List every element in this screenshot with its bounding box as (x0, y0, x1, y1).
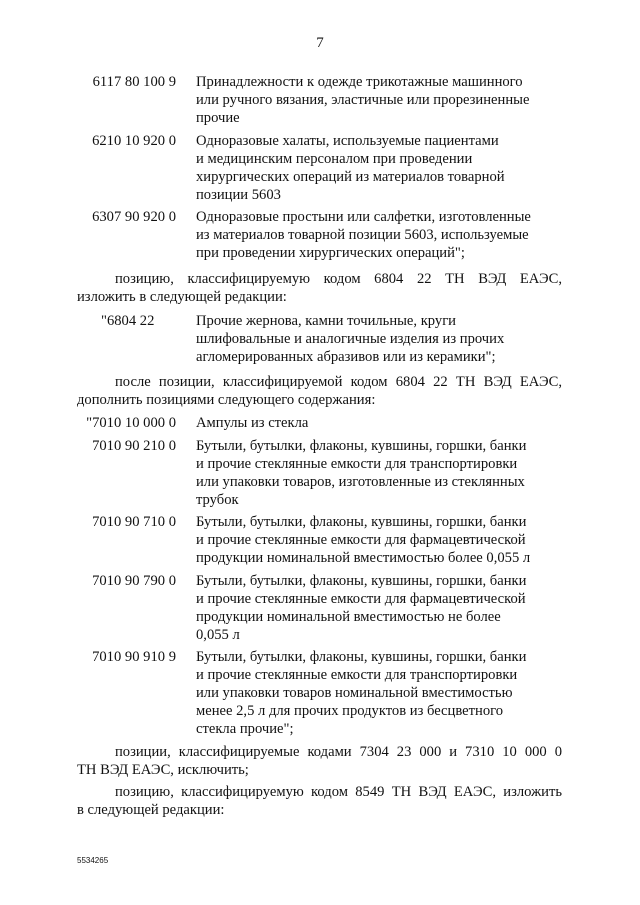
tnved-code: 7010 90 910 9 (92, 649, 176, 665)
item-description: Ампулы из стекла (196, 415, 309, 431)
tnved-code: 6117 80 100 9 (92, 74, 176, 90)
item-description: Принадлежности к одежде трикотажные машинного или ручного вязания, эластичные или прорезиненные прочие (196, 74, 530, 126)
item-description: Одноразовые халаты, используемые пациентами и медицинским персоналом при проведении хирургических операций из материалов товарной позиции 5603 (196, 133, 505, 203)
item-description: Одноразовые простыни или салфетки, изготовленные из материалов товарной позиции 5603, используемые при проведении хирургических операций"; (196, 209, 531, 261)
item-description: Прочие жернова, камни точильные, круги шлифовальные и аналогичные изделия из прочих агломерированных абразивов или из керамики"; (196, 313, 505, 365)
instruction-paragraph: после позиции, классифицируемой кодом 6804 22 ТН ВЭД ЕАЭС, дополнить позициями следующего содержания: (77, 374, 562, 408)
document-id: 5534265 (77, 856, 109, 865)
instruction-paragraph: позицию, классифицируемую кодом 8549 ТН ВЭД ЕАЭС, изложить в следующей редакции: (77, 784, 562, 818)
tnved-code: 7010 90 790 0 (92, 573, 176, 589)
page-number: 7 (316, 35, 324, 51)
tnved-code: 6210 10 920 0 (92, 133, 176, 149)
tnved-code: "6804 22 (101, 313, 155, 329)
instruction-paragraph: позиции, классифицируемые кодами 7304 23 000 и 7310 10 000 0 ТН ВЭД ЕАЭС, исключить; (77, 744, 562, 778)
item-description: Бутыли, бутылки, флаконы, кувшины, горшки, банки и прочие стеклянные емкости для транспортировки или упаковки товаров номинальной вместимостью менее 2,5 л для прочих продуктов из бесцветного стекла прочие"; (196, 649, 527, 737)
item-description: Бутыли, бутылки, флаконы, кувшины, горшки, банки и прочие стеклянные емкости для фармацевтической продукции номинальной вместимостью не более 0,055 л (196, 573, 527, 643)
tnved-code: "7010 10 000 0 (86, 415, 176, 431)
item-description: Бутыли, бутылки, флаконы, кувшины, горшки, банки и прочие стеклянные емкости для фармацевтической продукции номинальной вместимостью более 0,055 л (196, 514, 531, 566)
tnved-code: 6307 90 920 0 (92, 209, 176, 225)
instruction-paragraph: позицию, классифицируемую кодом 6804 22 ТН ВЭД ЕАЭС, изложить в следующей редакции: (77, 271, 562, 305)
item-description: Бутыли, бутылки, флаконы, кувшины, горшки, банки и прочие стеклянные емкости для транспортировки или упаковки товаров, изготовленные из стеклянных трубок (196, 438, 527, 508)
tnved-code: 7010 90 210 0 (92, 438, 176, 454)
tnved-code: 7010 90 710 0 (92, 514, 176, 530)
